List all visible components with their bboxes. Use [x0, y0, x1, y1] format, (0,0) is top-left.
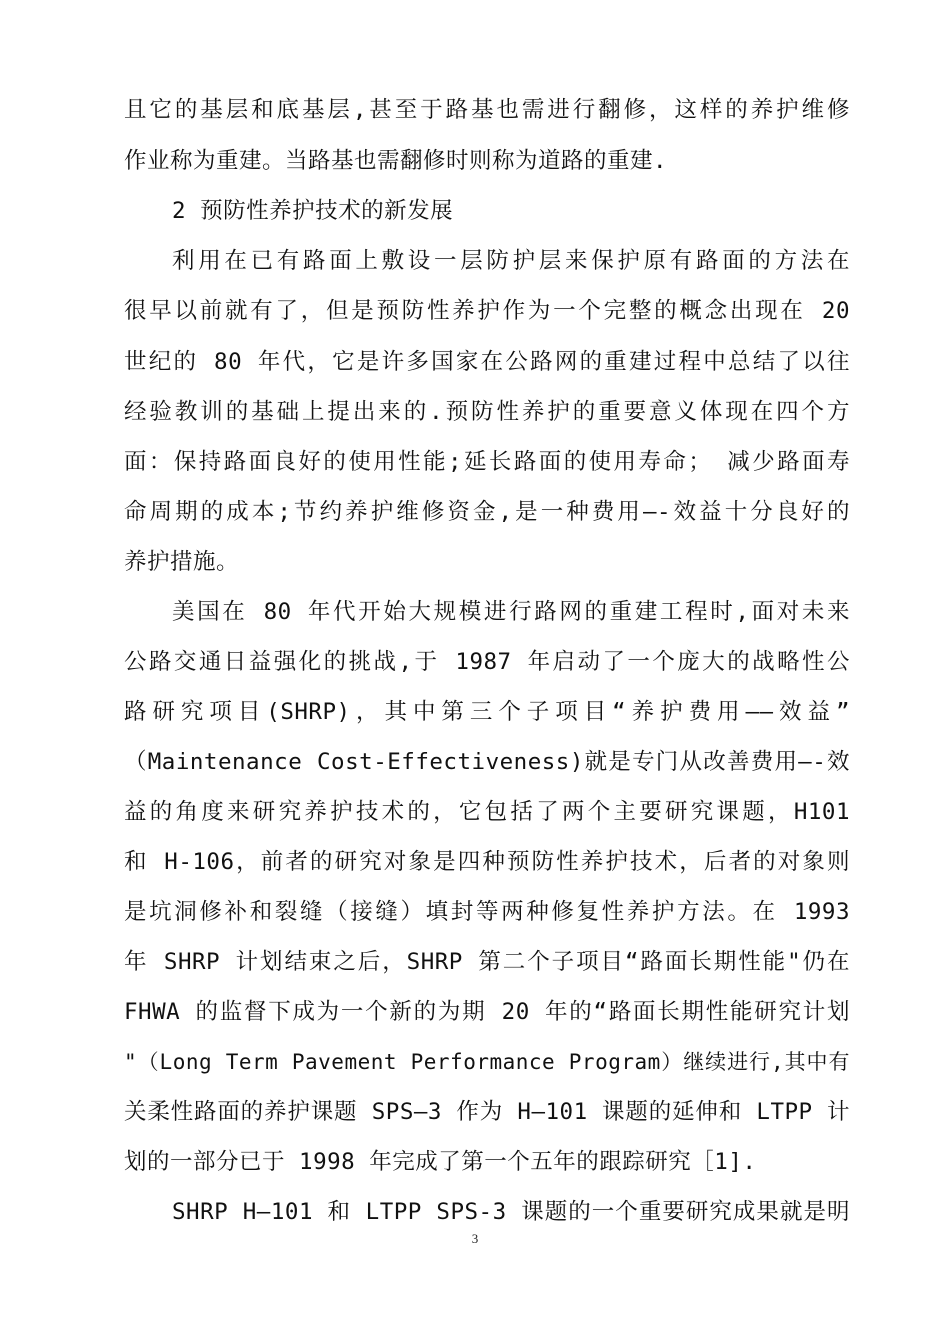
section-heading: 2 预防性养护技术的新发展	[172, 198, 454, 224]
text-line: 年 SHRP 计划结束之后，SHRP 第二个子项目“路面长期性能"仍在	[124, 949, 850, 975]
text-line: 养护措施。	[124, 549, 240, 575]
text-line: 是坑洞修补和裂缝（接缝）填封等两种修复性养护方法。在 1993	[124, 899, 850, 925]
text-line: 美国在 80 年代开始大规模进行路网的重建工程时,面对未来	[172, 599, 850, 625]
text-line: 世纪的 80 年代，它是许多国家在公路网的重建过程中总结了以往	[124, 349, 850, 375]
text-line: "（Long Term Pavement Performance Program）继续进行,其中有	[124, 1050, 850, 1074]
text-line: 命周期的成本;节约养护维修资金,是一种费用—-效益十分良好的	[124, 499, 850, 525]
page-number: 3	[471, 1231, 479, 1246]
text-line: FHWA 的监督下成为一个新的为期 20 年的“路面长期性能研究计划	[124, 999, 850, 1025]
text-line: 经验教训的基础上提出来的.预防性养护的重要意义体现在四个方	[124, 399, 850, 425]
text-line: （Maintenance Cost-Effectiveness)就是专门从改善费用—-效	[124, 749, 850, 775]
text-line: 很早以前就有了，但是预防性养护作为一个完整的概念出现在 20	[124, 298, 850, 324]
text-line: 公路交通日益强化的挑战,于 1987 年启动了一个庞大的战略性公	[124, 649, 850, 675]
text-line: 面：保持路面良好的使用性能;延长路面的使用寿命； 减少路面寿	[124, 449, 850, 475]
text-line: 且它的基层和底基层,甚至于路基也需进行翻修，这样的养护维修	[124, 97, 850, 123]
text-line: 路研究项目(SHRP)，其中第三个子项目“养护费用——效益”	[124, 699, 850, 725]
text-line: 和 H-106，前者的研究对象是四种预防性养护技术，后者的对象则	[124, 849, 850, 875]
text-line: 关柔性路面的养护课题 SPS—3 作为 H—101 课题的延伸和 LTPP 计	[124, 1099, 850, 1125]
text-line: 作业称为重建。当路基也需翻修时则称为道路的重建.	[124, 148, 668, 174]
text-line: 划的一部分已于 1998 年完成了第一个五年的跟踪研究［1].	[124, 1149, 757, 1175]
text-line: 利用在已有路面上敷设一层防护层来保护原有路面的方法在	[172, 248, 850, 274]
text-line: 益的角度来研究养护技术的，它包括了两个主要研究课题，H101	[124, 799, 850, 825]
text-line: SHRP H—101 和 LTPP SPS-3 课题的一个重要研究成果就是明	[172, 1199, 850, 1225]
